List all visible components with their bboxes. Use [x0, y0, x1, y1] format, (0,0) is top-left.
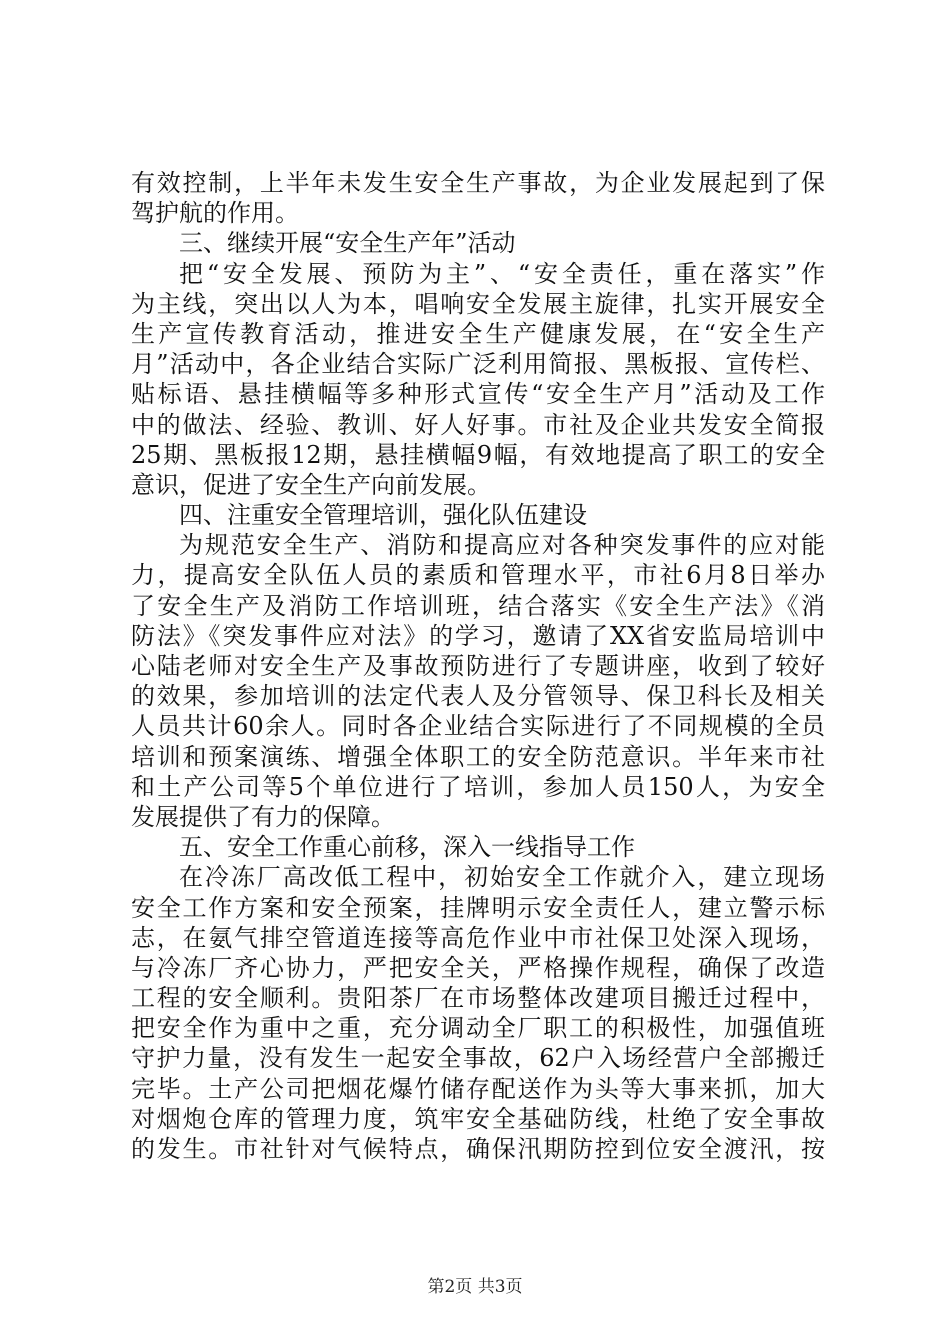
document-body — [131, 168, 825, 1164]
text-line: 生产宣传教育活动，推进安全生产健康发展，在“安全生产 — [131, 319, 825, 348]
text-line: 月”活动中，各企业结合实际广泛利用简报、黑板报、宣传栏、 — [131, 350, 825, 379]
text-line: 为规范安全生产、消防和提高应对各种突发事件的应对能 — [179, 531, 825, 560]
section-heading: 四、注重安全管理培训，强化队伍建设 — [179, 501, 587, 530]
text-line: 心陆老师对安全生产及事故预防进行了专题讲座，收到了较好 — [131, 652, 825, 680]
text-line: 防法》《突发事件应对法》的学习，邀请了XX省安监局培训中 — [131, 621, 825, 650]
text-line: 的效果，参加培训的法定代表人及分管领导、保卫科长及相关 — [131, 682, 825, 711]
text-line: 为主线，突出以人为本，唱响安全发展主旋律，扎实开展安全 — [131, 289, 825, 318]
text-line: 完毕。土产公司把烟花爆竹储存配送作为头等大事来抓，加大 — [131, 1074, 825, 1103]
section-heading: 三、继续开展“安全生产年”活动 — [179, 229, 516, 258]
text-line: 驾护航的作用。 — [131, 199, 299, 228]
text-line: 与冷冻厂齐心协力，严把安全关，严格操作规程，确保了改造 — [131, 953, 825, 982]
text-line: 工程的安全顺利。贵阳茶厂在市场整体改建项目搬迁过程中， — [131, 984, 825, 1013]
text-line: 了安全生产及消防工作培训班，结合落实《安全生产法》《消 — [131, 591, 825, 620]
text-line: 有效控制，上半年未发生安全生产事故，为企业发展起到了保 — [131, 169, 825, 197]
text-line: 的发生。市社针对气候特点，确保汛期防控到位安全渡汛，按 — [131, 1135, 825, 1163]
text-line: 意识，促进了安全生产向前发展。 — [131, 470, 491, 499]
text-line: 安全工作方案和安全预案，挂牌明示安全责任人，建立警示标 — [131, 893, 825, 922]
text-line: 对烟炮仓库的管理力度，筑牢安全基础防线，杜绝了安全事故 — [131, 1104, 825, 1133]
text-line: 人员共计60余人。同时各企业结合实际进行了不同规模的全员 — [131, 712, 825, 741]
text-line: 志，在氨气排空管道连接等高危作业中市社保卫处深入现场， — [131, 923, 825, 952]
text-line: 守护力量，没有发生一起安全事故，62户入场经营户全部搬迁 — [131, 1044, 825, 1073]
text-line: 把安全作为重中之重，充分调动全厂职工的积极性，加强值班 — [131, 1014, 825, 1043]
section-heading: 五、安全工作重心前移，深入一线指导工作 — [179, 833, 635, 862]
text-line: 在冷冻厂高改低工程中，初始安全工作就介入，建立现场 — [179, 863, 825, 892]
text-line: 发展提供了有力的保障。 — [131, 802, 395, 831]
text-line: 和土产公司等5个单位进行了培训，参加人员150人，为安全 — [131, 772, 825, 801]
text-line: 力，提高安全队伍人员的素质和管理水平，市社6月8日举办 — [131, 561, 825, 590]
page-footer: 第2页 共3页 — [427, 1277, 523, 1297]
text-line: 中的做法、经验、教训、好人好事。市社及企业共发安全简报 — [131, 410, 825, 439]
text-line: 贴标语、悬挂横幅等多种形式宣传“安全生产月”活动及工作 — [131, 380, 825, 409]
text-line: 培训和预案演练、增强全体职工的安全防范意识。半年来市社 — [131, 742, 825, 771]
text-line: 25期、黑板报12期，悬挂横幅9幅，有效地提高了职工的安全 — [131, 440, 825, 469]
text-line: 把“安全发展、预防为主”、“安全责任，重在落实”作 — [179, 259, 825, 288]
